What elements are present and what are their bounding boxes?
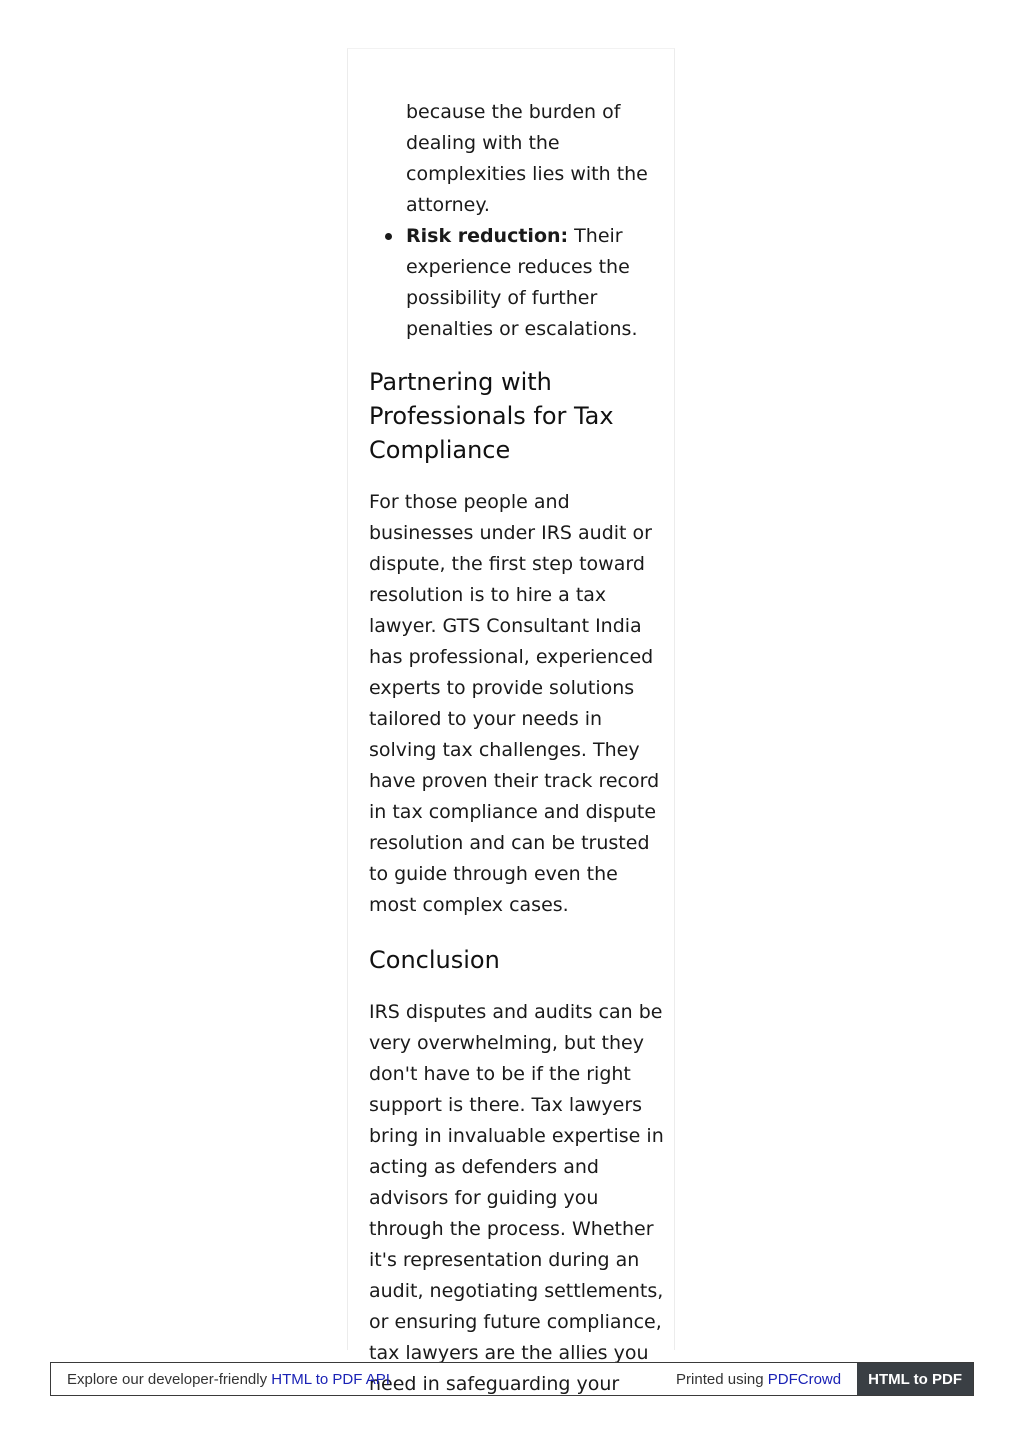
section-paragraph-partnering: For those people and businesses under IRS audit or dispute, the first step toward resolution is to hire a tax lawyer. GTS Consultant India has professional, experienced experts to provide solutions tailored to your needs in solving tax challenges. They have proven their track record in tax compliance and dispute resolution and can be trusted to guide through even the most complex cases. xyxy=(369,491,660,916)
section-paragraph-conclusion: IRS disputes and audits can be very overwhelming, but they don't have to be if the right support is there. Tax lawyers bring in invaluable expertise in acting as defenders and advisors for guiding you through the process. Whether it's representation during an audit, negotiating settlements, or ensuring future compliance, tax lawyers are the allies you need in safeguarding your xyxy=(369,1001,664,1395)
section-heading-partnering: Partnering with Professionals for Tax Compliance xyxy=(369,368,614,464)
html-to-pdf-badge[interactable]: HTML to PDF xyxy=(857,1363,973,1395)
list-item-continuation xyxy=(406,97,669,221)
footer-explore-text: Explore our developer-friendly xyxy=(67,1370,272,1388)
footer-explore xyxy=(51,1371,676,1388)
html-to-pdf-api-link[interactable]: HTML to PDF API xyxy=(271,1370,390,1388)
footer-printed-text: Printed using xyxy=(676,1370,768,1388)
pdfcrowd-footer xyxy=(50,1362,974,1396)
article-column xyxy=(347,48,675,1395)
article-content xyxy=(369,49,669,1400)
list-item-risk-reduction xyxy=(406,221,669,345)
list-item-text: because the burden of dealing with the complexities lies with the attorney. xyxy=(406,101,648,216)
list-item-text: Their experience reduces the possibility of further penalties or escalations. xyxy=(406,225,638,340)
list-item-term: Risk reduction: xyxy=(406,225,569,247)
footer-printed xyxy=(676,1371,857,1388)
benefits-list xyxy=(369,97,669,345)
section-heading-conclusion: Conclusion xyxy=(369,946,500,974)
pdfcrowd-link[interactable]: PDFCrowd xyxy=(767,1370,842,1388)
